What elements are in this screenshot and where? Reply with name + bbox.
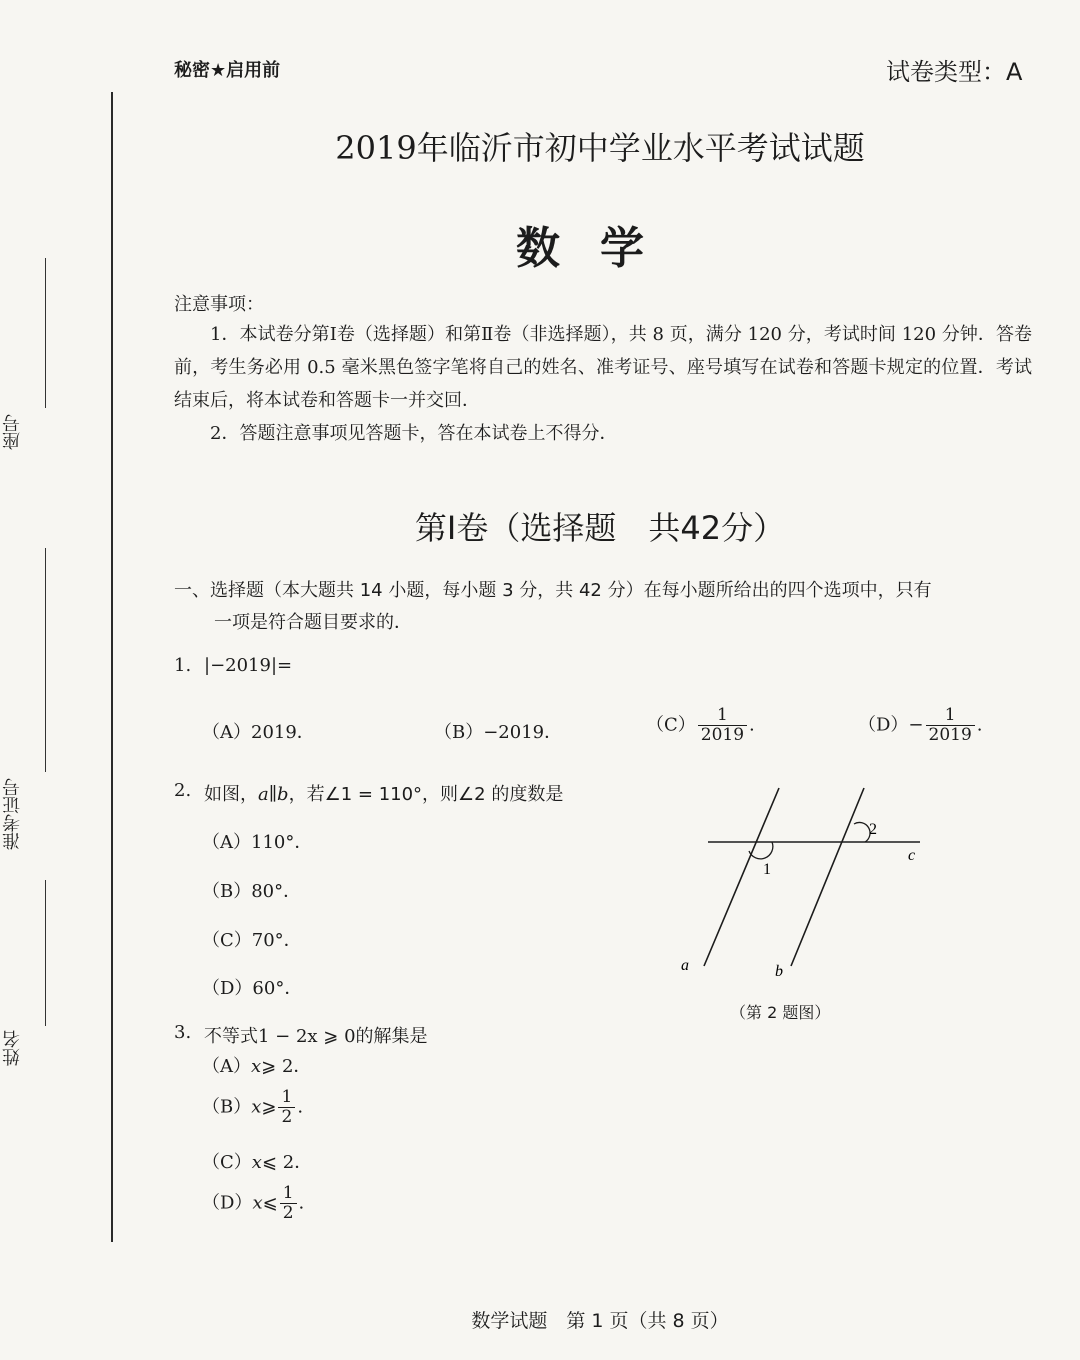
q3-option-d-denominator: 2 [280, 1203, 297, 1223]
q3-option-b-fraction [278, 1088, 295, 1127]
notice-item-2-text: 2．答题注意事项见答题卡，答在本试卷上不得分． [210, 423, 618, 444]
q2-option-b[interactable]: （B）80°． [202, 881, 302, 902]
q2-option-c[interactable]: （C）70°． [202, 930, 302, 951]
page-footer: 数学试题 第 1 页（共 8 页） [471, 1310, 729, 1332]
q1-option-a[interactable]: （A）2019． [202, 722, 315, 743]
notice-heading: 注意事项： [174, 294, 264, 315]
q3-option-d-fraction [280, 1184, 297, 1223]
q2-stem-part1: 如图， [204, 784, 258, 805]
q3-option-b-denominator: 2 [278, 1107, 295, 1127]
subject-title: 数学 [516, 223, 684, 274]
exam-title: 2019年临沂市初中学业水平考试试题 [335, 129, 865, 167]
label-line-a: a [681, 957, 689, 974]
q3-option-d[interactable] [202, 1184, 304, 1223]
q3-option-b-numerator: 1 [281, 1087, 293, 1107]
q1-option-d-denominator: 2019 [926, 725, 975, 745]
exam-number-label: 准考证号 [2, 778, 23, 850]
q3-option-d-relation: ⩽ [262, 1192, 278, 1214]
q1-stem: |−2019|= [204, 655, 293, 676]
label-line-c: c [908, 847, 916, 864]
q2-stem-relation: a∥b [258, 784, 289, 805]
angle-2-arc [854, 822, 870, 842]
q2-figure [670, 780, 940, 990]
q1-option-d-numerator: 1 [944, 705, 956, 725]
q3-option-d-var: x [252, 1192, 263, 1214]
line-b [791, 788, 864, 966]
q1-option-c-numerator: 1 [717, 705, 728, 725]
label-line-b: b [775, 963, 783, 980]
q3-number: 3. [174, 1022, 192, 1043]
q3-option-c[interactable] [202, 1148, 312, 1174]
q1-option-c-denominator: 2019 [698, 725, 747, 745]
q1-option-c-end: . [749, 714, 755, 736]
q3-option-c-rest: ⩽ 2． [261, 1152, 313, 1173]
q1-option-c-fraction [698, 706, 747, 745]
confidential-mark: 秘密★启用前 [174, 60, 281, 81]
q3-option-a-rest: ⩾ 2． [261, 1056, 312, 1077]
label-angle-1: 1 [763, 861, 771, 878]
name-label: 姓名 [2, 1030, 23, 1066]
q3-option-b-relation: ⩾ [261, 1096, 277, 1118]
q3-option-c-var: x [251, 1152, 262, 1173]
q3-option-b[interactable] [202, 1088, 303, 1127]
q3-option-b-end: . [297, 1096, 304, 1118]
part1-heading-line2: 一项是符合题目要求的． [214, 612, 412, 633]
paper-type: 试卷类型：A [886, 58, 1023, 86]
q3-option-a[interactable] [202, 1052, 311, 1078]
q2-option-d[interactable]: （D）60°． [202, 978, 303, 999]
q2-number: 2. [174, 780, 192, 801]
q2-stem-part2: ，若∠1 = 110°，则∠2 的度数是 [288, 784, 564, 805]
q3-option-c-label: （C） [202, 1152, 252, 1173]
q2-option-a[interactable]: （A）110°． [202, 832, 313, 853]
q1-option-c[interactable] [646, 706, 755, 745]
q3-option-d-end: . [298, 1192, 305, 1214]
seat-number-field[interactable] [45, 258, 46, 408]
notice-item-1 [174, 318, 1032, 417]
section-title: 第Ⅰ卷（选择题 共42分） [414, 509, 786, 547]
q3-option-d-numerator: 1 [282, 1183, 294, 1203]
notice-item-1-text: 1．本试卷分第Ⅰ卷（选择题）和第Ⅱ卷（非选择题），共 8 页，满分 120 分，考试时间 120 分钟．答卷前，考生务必用 0.5 毫米黑色签字笔将自己的姓名、准考证号、座号填写在试卷和答题卡规定的位置．考试结束后，将本试卷和答题卡一并交回． [174, 324, 1032, 411]
name-field[interactable] [45, 880, 46, 1026]
seat-number-label: 座号 [2, 414, 23, 450]
q3-option-a-var: x [251, 1056, 262, 1077]
q1-option-d-fraction [926, 706, 975, 745]
notice-item-2 [174, 417, 1032, 450]
q3-option-a-label: （A） [202, 1056, 251, 1077]
q3-option-d-label: （D） [202, 1192, 253, 1214]
q1-option-d-end: . [976, 714, 983, 736]
q1-option-b[interactable]: （B）−2019． [434, 722, 563, 743]
label-angle-2: 2 [869, 821, 877, 838]
q1-number: 1. [174, 655, 192, 676]
q1-option-c-label: （C） [646, 714, 696, 736]
q2-figure-caption: （第 2 题图） [730, 1003, 831, 1022]
q2-stem [204, 780, 563, 806]
q3-option-b-var: x [251, 1096, 262, 1118]
part1-heading-line1: 一、选择题（本大题共 14 小题，每小题 3 分，共 42 分）在每小题所给出的四个选项中，只有 [174, 580, 932, 601]
q3-option-b-label: （B） [202, 1096, 252, 1118]
exam-number-field[interactable] [45, 548, 46, 772]
q3-stem: 不等式1 − 2x ⩾ 0的解集是 [204, 1026, 428, 1047]
q1-option-d-label: （D）− [858, 714, 924, 736]
q1-option-d[interactable] [858, 706, 983, 745]
